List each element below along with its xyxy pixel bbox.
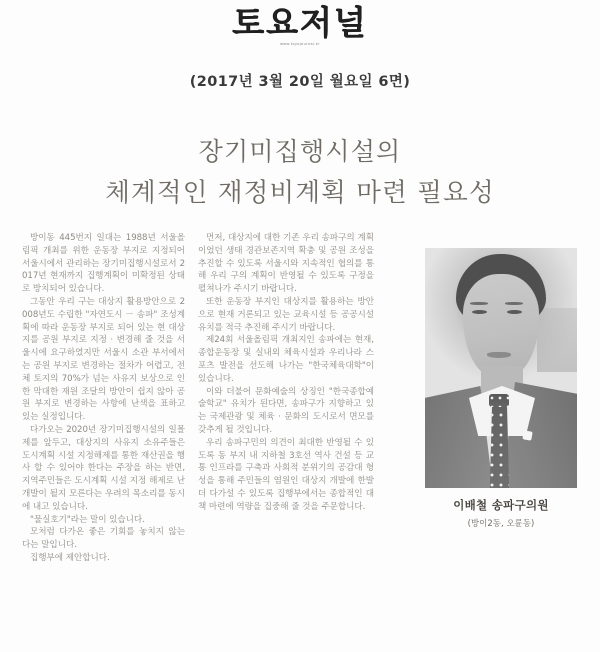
paragraph: 우리 송파구민의 의견이 최대한 반영될 수 있도록 동 부지 내 지하철 3호선 역사 건설 등 교통 인프라를 구축과 사회적 분위기의 공감대 형성을 통해 주민들의 염원인 대상지 개발에 한발 더 다가설 수 있도록 집행부에서는 종합적인 대책 마련에 역량을 집중해 줄 것을 주문합니다. xyxy=(198,437,374,512)
photo-caption xyxy=(425,497,577,529)
article-column-2 xyxy=(198,232,374,514)
paragraph: 먼저, 대상지에 대한 기존 우리 송파구의 계획이었던 생태 경관보존지역 확충 및 공원 조성을 추진할 수 있도록 서울시와 지속적인 협의를 통해 우리 구의 계획이 반영될 수 있도록 구정을 펼쳐나가 주시기 바랍니다. xyxy=(198,233,374,295)
page-title xyxy=(0,132,600,214)
face-shape xyxy=(463,274,539,378)
caption-subtitle: (방이2동, 오륜동) xyxy=(467,518,535,528)
paragraph: 집행부에 제안합니다. xyxy=(30,552,110,563)
paragraph: 또한 운동장 부지인 대상지를 활용하는 방안으로 현재 거론되고 있는 교육시설 등 공공시설 유치를 적극 추진해 주시기 바랍니다. xyxy=(198,296,374,333)
eyebrow-left xyxy=(470,302,488,305)
caption-name: 이배철 송파구의원 xyxy=(453,498,549,512)
paragraph: 방이동 445번지 일대는 1988년 서울올림픽 개최를 위한 운동장 부지로 지정되어 서울시에서 관리하는 장기미집행시설로서 2017년 현재까지 집행계획이 미확정된 상태로 방치되어 있습니다. xyxy=(22,233,185,295)
masthead-title: 토요저널 xyxy=(232,3,368,42)
headline-line-2: 체계적인 재정비계획 마련 필요성 xyxy=(105,177,495,208)
photo-background xyxy=(537,308,577,372)
paragraph: 그동안 우리 구는 대상지 활용방안으로 2008년도 수립한 "자연도시 － 송파" 조성계획에 따라 운동장 부지로 되어 있는 현 대상지를 공원 부지로 지정 · 변경해 줄 것을 서울시에 요구하였지만 서울시 소관 부서에서는 공원 부지로 변경하는 절차가 어렵고, 전체 토지의 70%가 넘는 사유지 보상으로 인한 막대한 재원 조달의 방안이 쉽지 않아 공원 부지로 변경하는 사항에 난색을 표하고 있는 실정입니다. xyxy=(22,296,185,423)
paragraph: 모처럼 다가온 좋은 기회를 놓치지 않는 다는 말입니다. xyxy=(22,527,185,551)
masthead-subtitle: www.toyojournal.kr xyxy=(280,41,320,46)
mouth-shape xyxy=(487,352,511,358)
eyebrow-right xyxy=(505,302,523,305)
eye-right xyxy=(507,310,522,314)
necktie-knot xyxy=(489,394,509,407)
paragraph: 제24회 서울올림픽 개최지인 송파에는 현재, 종합운동장 및 실내외 체육시설과 우리나라 스포츠 발전을 선도해 나가는 "한국체육대학"이 있습니다. xyxy=(198,335,374,384)
portrait-photo-block xyxy=(425,248,577,529)
article-column-1 xyxy=(22,232,185,565)
dateline: (2017년 3월 20일 월요일 6면) xyxy=(189,74,411,90)
masthead xyxy=(0,3,600,46)
eye-left xyxy=(472,310,487,314)
paragraph: 다가오는 2020년 장기미집행시설의 일몰제를 앞두고, 대상지의 사유지 소유주들은 도시계획 시설 지정해제를 통한 재산권을 행사 할 수 있어야 한다는 주장을 하는 반면, 지역주민들은 도시계획 시설 지정 해제로 난개발이 될지 모른다는 우려의 목소리를 동시에 내고 있습니다. xyxy=(22,424,185,512)
headline-line-1: 장기미집행시설의 xyxy=(198,137,402,166)
lapel-pin-icon xyxy=(522,430,532,440)
paragraph: "물실호기"라는 말이 있습니다. xyxy=(30,514,145,525)
paragraph: 이와 더불어 문화예술의 상징인 "한국종합예술학교" 유치가 된다면, 송파구가 지향하고 있는 국제관광 및 체육 · 문화의 도시로서 면모를 갖추게 될 것입니다. xyxy=(198,386,374,435)
portrait-photo xyxy=(425,248,577,488)
